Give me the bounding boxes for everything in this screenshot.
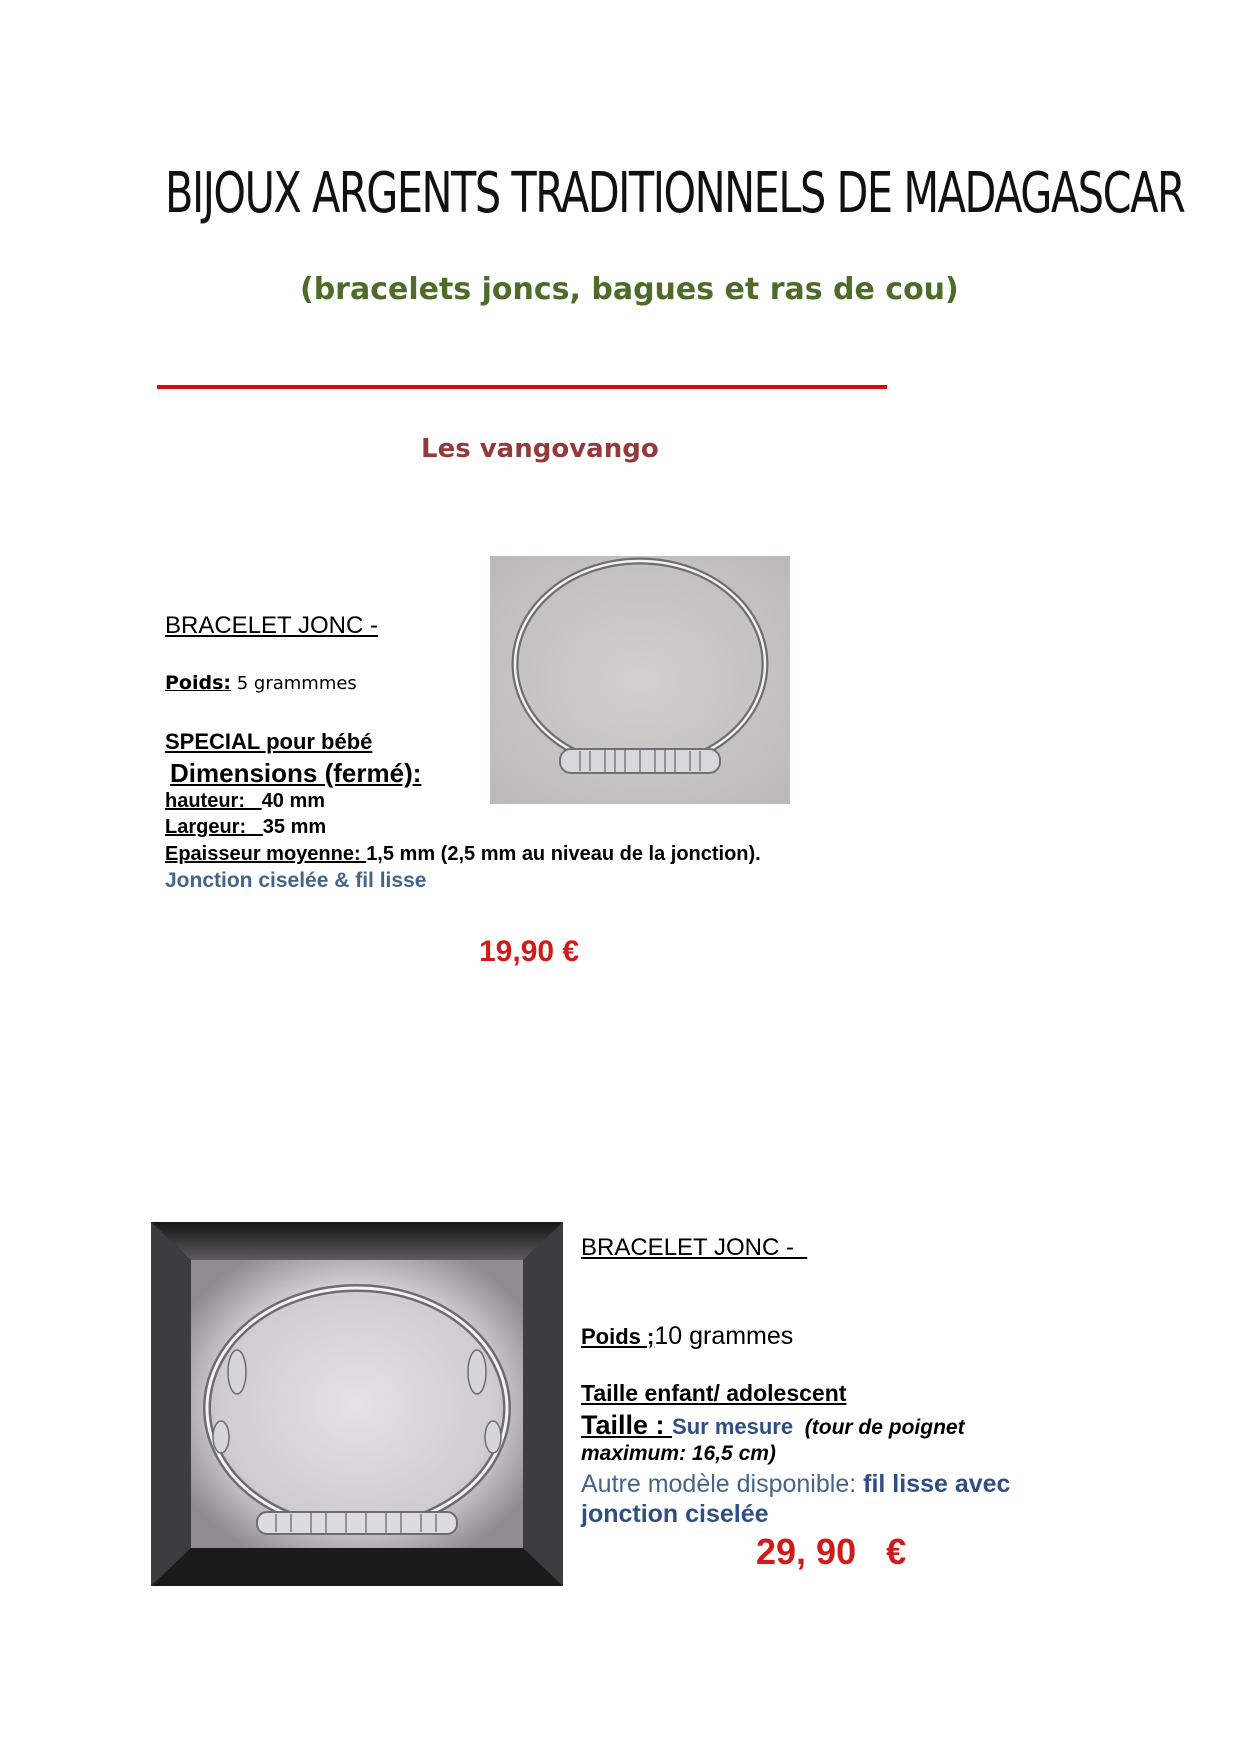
size-value: Sur mesure [672,1414,794,1439]
width-spec [165,816,326,839]
junction-note: Jonction ciselée & fil lisse [165,869,427,892]
other-model-bold: fil lisse avec [863,1470,1011,1498]
section-title: Les vangovango [421,434,659,464]
weight-value: 10 grammes [654,1322,794,1350]
bracelet-photo-1 [490,556,790,804]
product-weight-2 [581,1322,793,1351]
weight-value: 5 grammmes [231,673,357,694]
width-value: 35 mm [262,816,327,838]
thickness-spec [165,843,761,866]
price-1: 19,90 € [479,935,580,968]
size-note: (tour de poignet [793,1416,965,1439]
page-title: BIJOUX ARGENTS TRADITIONNELS DE MADAGASCAR [165,161,1185,226]
dimensions-heading: Dimensions (fermé): [170,758,422,788]
size-max: maximum: 16,5 cm) [581,1442,776,1465]
size-label: Taille : [581,1410,673,1440]
size-category: Taille enfant/ adolescent [581,1380,847,1406]
product-title-1: BRACELET JONC - [165,612,378,639]
thickness-label: Epaisseur moyenne: [165,843,367,865]
page-subtitle: (bracelets joncs, bagues et ras de cou) [300,272,959,307]
product-title-2: BRACELET JONC - [581,1234,808,1261]
weight-label: Poids: [165,672,231,694]
product-weight-1 [165,672,357,694]
width-label: Largeur: [165,816,263,838]
height-spec [165,790,325,813]
weight-label: Poids ; [581,1324,655,1349]
thickness-value: 1,5 mm (2,5 mm au niveau de la jonction). [366,843,761,865]
height-value: 40 mm [261,790,326,812]
height-label: hauteur: [165,790,262,812]
other-model [581,1470,1010,1499]
other-model-prefix: Autre modèle disponible: [581,1470,864,1498]
other-model-line2: jonction ciselée [581,1500,769,1528]
bracelet-photo-2 [151,1222,563,1586]
divider-line [157,385,887,389]
special-note: SPECIAL pour bébé [165,729,373,754]
size-spec [581,1410,965,1441]
price-2: 29, 90 € [756,1531,907,1572]
